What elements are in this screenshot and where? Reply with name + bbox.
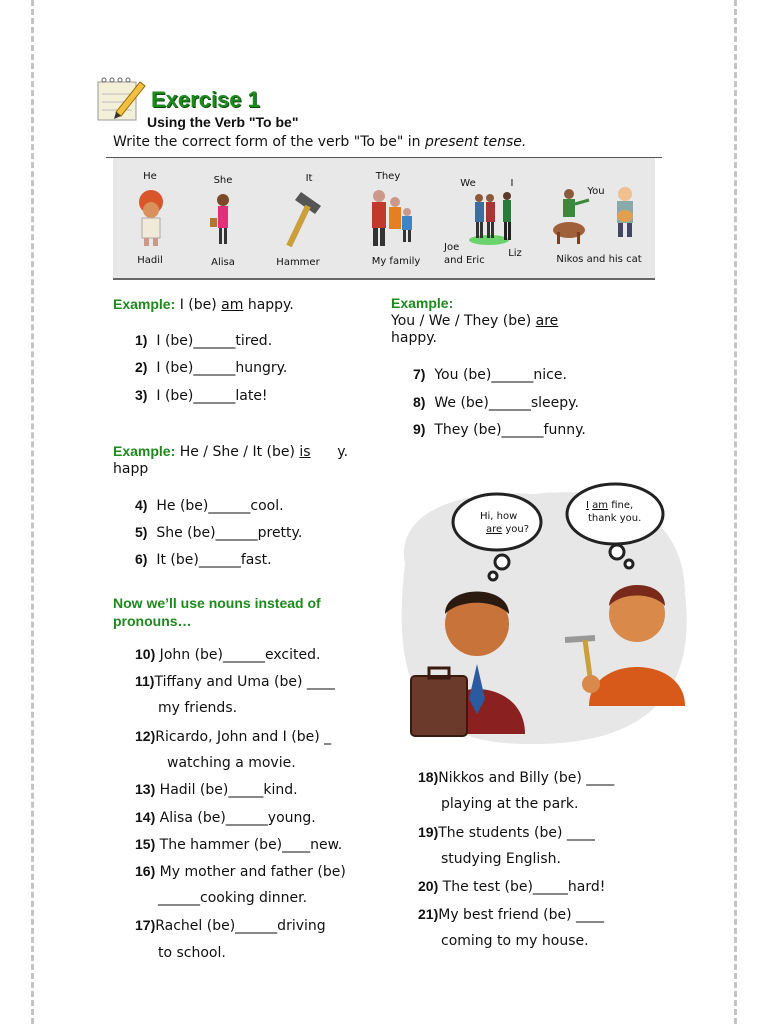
question-continuation: watching a movie. (167, 755, 296, 771)
example-label: Example: (391, 295, 454, 311)
question-text: My best friend (be) ____ (438, 907, 605, 923)
pronoun-label: They (375, 171, 401, 182)
question-item (418, 878, 605, 895)
question-text: The students (be) ____ (438, 825, 595, 841)
question-number: 5) (135, 524, 148, 540)
example-text: I (be) (175, 297, 222, 313)
example-text: happ (113, 461, 149, 477)
example-text: y. (310, 444, 349, 460)
boy-with-cat-image (549, 186, 639, 248)
question-continuation: coming to my house. (441, 933, 589, 949)
question-text: John (be)______excited. (155, 647, 321, 663)
instruction-emphasis: present tense. (425, 134, 527, 150)
example-label: Example: (113, 296, 176, 312)
question-number: 4) (135, 497, 148, 513)
question-item (135, 497, 284, 514)
question-item (418, 906, 604, 923)
question-text: I (be)______tired. (156, 333, 273, 349)
question-text: Alisa (be)______young. (155, 810, 316, 826)
question-item (135, 863, 346, 880)
question-number: 13) (135, 781, 156, 797)
question-text: Ricardo, John and I (be) _ (155, 729, 332, 745)
question-item (413, 366, 567, 383)
bubble-underlined: are (486, 524, 503, 535)
example-text: He / She / It (be) (175, 444, 300, 460)
question-number: 9) (413, 421, 426, 437)
question-item (135, 387, 268, 404)
question-item (135, 809, 316, 826)
example-he-she-it (113, 443, 348, 460)
picture-name: My family (371, 256, 421, 267)
question-continuation: to school. (158, 945, 226, 961)
example-you-we-they (391, 313, 558, 329)
example-text: happy. (243, 297, 294, 313)
question-text: I (be)______late! (156, 388, 268, 404)
question-continuation: playing at the park. (441, 796, 579, 812)
nouns-instruction: Now we’ll use nouns instead of pronouns… (113, 595, 321, 629)
question-item (135, 728, 331, 745)
question-text: You (be)______nice. (434, 367, 567, 383)
question-number: 19) (418, 824, 439, 840)
question-text: Tiffany and Uma (be) ____ (154, 674, 335, 690)
question-text: He (be)______cool. (156, 498, 284, 514)
question-item (418, 769, 614, 786)
question-text: The hammer (be)____new. (155, 837, 343, 853)
question-item (135, 646, 320, 663)
instruction-line (113, 134, 526, 150)
question-continuation: studying English. (441, 851, 561, 867)
question-number: 15) (135, 836, 156, 852)
question-item (135, 673, 335, 690)
pronoun-label: It (305, 173, 313, 184)
question-number: 18) (418, 769, 439, 785)
question-number: 14) (135, 809, 156, 825)
question-item (135, 781, 298, 798)
question-item (135, 917, 326, 934)
question-item (413, 421, 586, 438)
question-text: My mother and father (be) (155, 864, 346, 880)
question-number: 20) (418, 878, 439, 894)
question-number: 11) (135, 673, 155, 689)
pronoun-label: I (510, 178, 514, 189)
question-text: Hadil (be)_____kind. (155, 782, 298, 798)
question-number: 17) (135, 917, 156, 933)
example-i (113, 296, 294, 313)
question-continuation: my friends. (158, 700, 238, 716)
question-text: I (be)______hungry. (156, 360, 288, 376)
question-item (418, 824, 595, 841)
question-item (135, 332, 272, 349)
pronoun-picture-strip (113, 158, 655, 280)
bubble-text-left: Hi, how (480, 511, 518, 522)
question-item (413, 394, 579, 411)
question-number: 1) (135, 332, 148, 348)
question-text: She (be)______pretty. (156, 525, 303, 541)
friends-image (469, 190, 517, 246)
picture-name: Nikos and his cat (556, 254, 642, 265)
notepad-pencil-icon (96, 74, 148, 122)
picture-name: Joe and Eric (444, 242, 485, 266)
conversation-illustration (385, 474, 695, 750)
instruction-text: Write the correct form of the verb "To be" in (113, 134, 425, 150)
question-item (135, 524, 302, 541)
question-number: 10) (135, 646, 156, 662)
question-item (135, 836, 342, 853)
boy-figure-image (131, 188, 171, 248)
bubble-text: fine, (611, 500, 634, 511)
pronoun-label: We (460, 178, 476, 189)
pronoun-label: He (143, 171, 157, 182)
bubble-underlined: I (586, 500, 589, 511)
picture-name: Alisa (211, 257, 235, 268)
picture-name: Hammer (276, 257, 320, 268)
question-text: We (be)______sleepy. (434, 395, 579, 411)
picture-name: Liz (508, 248, 522, 259)
example-text: happy. (391, 330, 437, 346)
question-number: 2) (135, 359, 148, 375)
hammer-image (281, 190, 325, 250)
bubble-text: you? (505, 524, 530, 535)
example-verb: is (299, 444, 311, 460)
question-number: 21) (418, 906, 439, 922)
bubble-underlined: am (592, 500, 609, 511)
family-image (367, 186, 419, 248)
question-continuation: ______cooking dinner. (158, 890, 308, 906)
question-text: Nikkos and Billy (be) ____ (438, 770, 615, 786)
exercise-subtitle: Using the Verb "To be" (147, 114, 299, 130)
example-verb: are (535, 313, 559, 329)
picture-name: Hadil (137, 255, 163, 266)
question-text: Rachel (be)______driving (155, 918, 326, 934)
bubble-text-left-2 (486, 524, 529, 535)
question-number: 3) (135, 387, 148, 403)
pronoun-label: She (213, 175, 233, 186)
bubble-text-right (586, 500, 633, 511)
example-text: You / We / They (be) (391, 313, 536, 329)
exercise-title: Exercise 1 (151, 87, 260, 112)
example-verb: am (221, 297, 244, 313)
question-item (135, 551, 272, 568)
question-text: The test (be)_____hard! (438, 879, 606, 895)
question-number: 12) (135, 728, 156, 744)
page-border-left (31, 0, 34, 1024)
question-text: They (be)______funny. (434, 422, 586, 438)
question-item (135, 359, 287, 376)
girl-figure-image (208, 192, 238, 248)
question-number: 16) (135, 863, 156, 879)
page-border-right (734, 0, 737, 1024)
question-number: 8) (413, 394, 426, 410)
question-number: 6) (135, 551, 148, 567)
pronoun-label: You (587, 186, 605, 197)
example-label: Example: (113, 443, 176, 459)
question-text: It (be)______fast. (156, 552, 272, 568)
question-number: 7) (413, 366, 426, 382)
bubble-text-right-2: thank you. (588, 513, 642, 524)
